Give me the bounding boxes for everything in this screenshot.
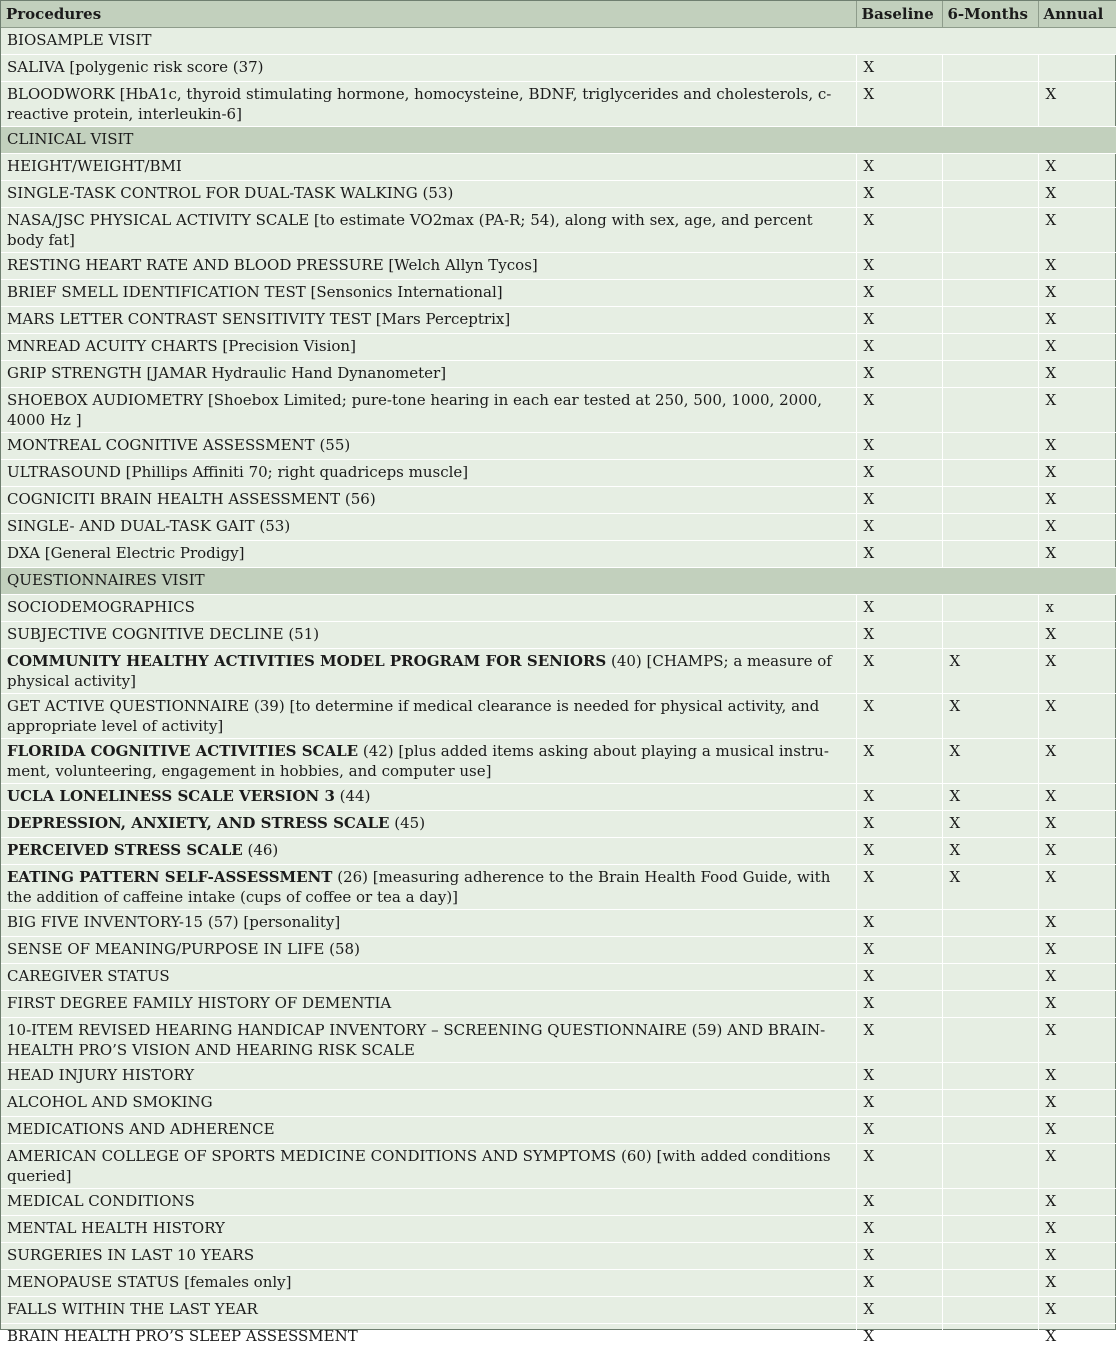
procedure-cell [1,784,856,811]
procedure-cell [1,253,856,280]
table-row [1,991,1116,1018]
table-row [1,649,1116,694]
procedure-text: DXA [General Electric Prodigy] [7,544,245,562]
six-months-mark [942,433,1038,460]
procedure-text: SALIVA [polygenic risk score (37) [7,58,264,76]
baseline-mark: X [856,253,942,280]
procedure-cell [1,649,856,694]
six-months-mark [942,361,1038,388]
table-row [1,208,1116,253]
annual-mark: X [1038,910,1116,937]
procedure-text: HEIGHT/WEIGHT/BMI [7,157,182,175]
baseline-mark: X [856,361,942,388]
baseline-mark: X [856,1144,942,1189]
six-months-mark [942,1018,1038,1063]
procedure-text: SOCIODEMOGRAPHICS [7,598,195,616]
annual-mark: X [1038,1270,1116,1297]
baseline-mark: X [856,1324,942,1351]
procedure-cell [1,964,856,991]
annual-mark: X [1038,838,1116,865]
table-row [1,1189,1116,1216]
annual-mark: X [1038,991,1116,1018]
procedure-cell [1,739,856,784]
procedure-cell [1,1144,856,1189]
table-row [1,388,1116,433]
procedure-text: SHOEBOX AUDIOMETRY [Shoebox Limited; pure-tone hearing in each ear tested at 250, 500, 1000, 2000, 4000 Hz ] [7,391,823,429]
annual-mark: X [1038,865,1116,910]
annual-mark: X [1038,433,1116,460]
table-row [1,622,1116,649]
six-months-mark [942,541,1038,568]
table-row [1,82,1116,127]
baseline-mark: X [856,910,942,937]
annual-mark: X [1038,253,1116,280]
procedure-text: SENSE OF MEANING/PURPOSE IN LIFE (58) [7,940,360,958]
annual-mark: X [1038,1243,1116,1270]
procedure-cell [1,433,856,460]
six-months-mark [942,1090,1038,1117]
table-row [1,181,1116,208]
annual-mark: X [1038,937,1116,964]
baseline-mark: X [856,1243,942,1270]
annual-mark: X [1038,307,1116,334]
annual-mark: X [1038,361,1116,388]
six-months-mark [942,1117,1038,1144]
procedure-text: GRIP STRENGTH [JAMAR Hydraulic Hand Dynanometer] [7,364,447,382]
table-row [1,784,1116,811]
table-row [1,694,1116,739]
procedure-text: (40) [CHAMPS; a measure of physical activity] [7,652,832,690]
table-row [1,1063,1116,1090]
table-body [1,28,1116,1351]
six-months-mark [942,280,1038,307]
table-row [1,460,1116,487]
six-months-mark [942,253,1038,280]
baseline-mark: X [856,964,942,991]
annual-mark: X [1038,82,1116,127]
baseline-mark: X [856,694,942,739]
baseline-mark: X [856,937,942,964]
annual-mark: x [1038,595,1116,622]
annual-mark: X [1038,1090,1116,1117]
six-months-mark: X [942,865,1038,910]
six-months-mark [942,937,1038,964]
baseline-mark: X [856,784,942,811]
table-row [1,334,1116,361]
baseline-mark: X [856,865,942,910]
section-header-row [1,127,1116,154]
table-row [1,487,1116,514]
section-title: CLINICAL VISIT [1,127,1116,154]
procedure-text: MNREAD ACUITY CHARTS [Precision Vision] [7,337,356,355]
annual-mark: X [1038,1189,1116,1216]
six-months-mark [942,487,1038,514]
table-row [1,154,1116,181]
section-title: BIOSAMPLE VISIT [1,28,1116,55]
procedure-name-bold: PERCEIVED STRESS SCALE [7,841,243,859]
procedure-text: SUBJECTIVE COGNITIVE DECLINE (51) [7,625,320,643]
table-row [1,1243,1116,1270]
procedure-cell [1,937,856,964]
procedure-text: SURGERIES IN LAST 10 YEARS [7,1246,255,1264]
six-months-mark [942,964,1038,991]
baseline-mark: X [856,1018,942,1063]
baseline-mark: X [856,55,942,82]
six-months-mark [942,1324,1038,1351]
baseline-mark: X [856,433,942,460]
procedure-cell [1,1018,856,1063]
baseline-mark: X [856,838,942,865]
table-row [1,55,1116,82]
procedure-text: FALLS WITHIN THE LAST YEAR [7,1300,258,1318]
six-months-mark: X [942,838,1038,865]
table-row [1,1297,1116,1324]
baseline-mark: X [856,388,942,433]
procedure-cell [1,388,856,433]
procedure-cell [1,514,856,541]
baseline-mark: X [856,514,942,541]
procedure-cell [1,487,856,514]
baseline-mark: X [856,595,942,622]
six-months-mark [942,1270,1038,1297]
six-months-mark [942,154,1038,181]
procedure-name-bold: EATING PATTERN SELF-ASSESSMENT [7,868,333,886]
table-row [1,280,1116,307]
table-header [1,1,1116,28]
annual-mark: X [1038,541,1116,568]
six-months-mark [942,1243,1038,1270]
six-months-mark [942,910,1038,937]
procedure-text: GET ACTIVE QUESTIONNAIRE (39) [to determine if medical clearance is needed for physical activity, and appropriate level of activity] [7,697,820,735]
baseline-mark: X [856,739,942,784]
procedure-text: FIRST DEGREE FAMILY HISTORY OF DEMENTIA [7,994,392,1012]
procedure-cell [1,154,856,181]
six-months-mark [942,460,1038,487]
baseline-mark: X [856,460,942,487]
procedure-text: MEDICAL CONDITIONS [7,1192,195,1210]
table-row [1,361,1116,388]
procedure-text: AMERICAN COLLEGE OF SPORTS MEDICINE CONDITIONS AND SYMPTOMS (60) [with added conditions queried] [7,1147,831,1185]
annual-mark: X [1038,514,1116,541]
procedure-cell [1,181,856,208]
procedure-cell [1,55,856,82]
baseline-mark: X [856,1117,942,1144]
annual-mark: X [1038,280,1116,307]
six-months-mark [942,388,1038,433]
column-header-6-months: 6-Months [942,1,1038,28]
procedure-cell [1,865,856,910]
procedure-name-bold: UCLA LONELINESS SCALE VERSION 3 [7,787,335,805]
six-months-mark [942,622,1038,649]
table-row [1,514,1116,541]
procedure-cell [1,460,856,487]
procedure-text: MONTREAL COGNITIVE ASSESSMENT (55) [7,436,351,454]
procedure-cell [1,1324,856,1351]
annual-mark: X [1038,1144,1116,1189]
procedure-cell [1,541,856,568]
baseline-mark: X [856,181,942,208]
procedures-table [1,1,1116,1351]
procedure-text: COGNICITI BRAIN HEALTH ASSESSMENT (56) [7,490,376,508]
procedure-text: MEDICATIONS AND ADHERENCE [7,1120,275,1138]
six-months-mark [942,991,1038,1018]
table-row [1,433,1116,460]
annual-mark: X [1038,1216,1116,1243]
six-months-mark [942,1063,1038,1090]
baseline-mark: X [856,1270,942,1297]
procedure-cell [1,595,856,622]
table-row [1,964,1116,991]
procedure-cell [1,82,856,127]
baseline-mark: X [856,811,942,838]
annual-mark: X [1038,334,1116,361]
table-row [1,1144,1116,1189]
six-months-mark: X [942,649,1038,694]
section-header-row [1,568,1116,595]
procedure-text: (26) [measuring adherence to the Brain Health Food Guide, with the addition of caffeine intake (cups of coffee or tea a day)] [7,868,831,906]
baseline-mark: X [856,1090,942,1117]
annual-mark: X [1038,154,1116,181]
procedure-cell [1,1189,856,1216]
annual-mark: X [1038,208,1116,253]
procedure-text: ULTRASOUND [Phillips Affiniti 70; right quadriceps muscle] [7,463,469,481]
table-row [1,910,1116,937]
procedure-text: (42) [plus added items asking about playing a musical instru-ment, volunteering, engagement in hobbies, and computer use] [7,742,829,780]
baseline-mark: X [856,334,942,361]
procedure-cell [1,1090,856,1117]
baseline-mark: X [856,154,942,181]
six-months-mark [942,1189,1038,1216]
annual-mark: X [1038,1297,1116,1324]
procedure-name-bold: COMMUNITY HEALTHY ACTIVITIES MODEL PROGRAM FOR SENIORS [7,652,607,670]
baseline-mark: X [856,1297,942,1324]
procedure-text: BRAIN HEALTH PRO’S SLEEP ASSESSMENT [7,1327,358,1345]
column-header-baseline: Baseline [856,1,942,28]
procedure-text: (44) [334,787,371,805]
table-row [1,811,1116,838]
table-row [1,1018,1116,1063]
baseline-mark: X [856,649,942,694]
procedure-text: NASA/JSC PHYSICAL ACTIVITY SCALE [to estimate VO2max (PA-R; 54), along with sex, age, and percent body fat] [7,211,813,249]
annual-mark: X [1038,460,1116,487]
table-row [1,838,1116,865]
procedure-cell [1,991,856,1018]
table-row [1,307,1116,334]
table-row [1,253,1116,280]
procedure-cell [1,1297,856,1324]
procedure-text: HEAD INJURY HISTORY [7,1066,195,1084]
annual-mark: X [1038,964,1116,991]
procedure-text: MENOPAUSE STATUS [females only] [7,1273,292,1291]
baseline-mark: X [856,82,942,127]
procedure-text: BIG FIVE INVENTORY-15 (57) [personality] [7,913,341,931]
procedure-cell [1,1243,856,1270]
baseline-mark: X [856,541,942,568]
procedure-text: CAREGIVER STATUS [7,967,170,985]
procedure-text: ALCOHOL AND SMOKING [7,1093,213,1111]
table-row [1,1270,1116,1297]
procedure-cell [1,694,856,739]
six-months-mark [942,307,1038,334]
procedure-cell [1,1270,856,1297]
baseline-mark: X [856,280,942,307]
procedure-cell [1,811,856,838]
annual-mark: X [1038,739,1116,784]
procedure-cell [1,1063,856,1090]
baseline-mark: X [856,1063,942,1090]
annual-mark: X [1038,388,1116,433]
procedure-text: BLOODWORK [HbA1c, thyroid stimulating hormone, homocysteine, BDNF, triglycerides and cholesterols, c-reactive protein, interleukin-6] [7,85,832,123]
six-months-mark [942,595,1038,622]
annual-mark [1038,55,1116,82]
procedure-cell [1,622,856,649]
six-months-mark [942,208,1038,253]
six-months-mark [942,1216,1038,1243]
table-row [1,937,1116,964]
six-months-mark: X [942,739,1038,784]
procedure-cell [1,910,856,937]
annual-mark: X [1038,1063,1116,1090]
procedure-cell [1,208,856,253]
section-title: QUESTIONNAIRES VISIT [1,568,1116,595]
procedure-text: (46) [242,841,279,859]
procedure-text: SINGLE- AND DUAL-TASK GAIT (53) [7,517,291,535]
six-months-mark: X [942,694,1038,739]
baseline-mark: X [856,622,942,649]
annual-mark: X [1038,181,1116,208]
six-months-mark [942,181,1038,208]
annual-mark: X [1038,1018,1116,1063]
procedure-cell [1,361,856,388]
six-months-mark [942,1144,1038,1189]
procedure-cell [1,1117,856,1144]
procedure-cell [1,334,856,361]
procedure-text: MARS LETTER CONTRAST SENSITIVITY TEST [Mars Perceptrix] [7,310,511,328]
section-header-row [1,28,1116,55]
table-row [1,1117,1116,1144]
baseline-mark: X [856,208,942,253]
procedure-cell [1,307,856,334]
six-months-mark [942,514,1038,541]
column-header-annual: Annual [1038,1,1116,28]
table-row [1,1090,1116,1117]
table-row [1,541,1116,568]
baseline-mark: X [856,1216,942,1243]
annual-mark: X [1038,622,1116,649]
six-months-mark: X [942,811,1038,838]
six-months-mark [942,334,1038,361]
procedure-cell [1,838,856,865]
procedure-name-bold: FLORIDA COGNITIVE ACTIVITIES SCALE [7,742,359,760]
annual-mark: X [1038,487,1116,514]
table-row [1,595,1116,622]
procedure-name-bold: DEPRESSION, ANXIETY, AND STRESS SCALE [7,814,390,832]
six-months-mark: X [942,784,1038,811]
column-header-procedures: Procedures [1,1,856,28]
annual-mark: X [1038,1117,1116,1144]
six-months-mark [942,82,1038,127]
annual-mark: X [1038,811,1116,838]
procedure-text: MENTAL HEALTH HISTORY [7,1219,225,1237]
six-months-mark [942,55,1038,82]
procedure-cell [1,280,856,307]
procedure-text: SINGLE-TASK CONTROL FOR DUAL-TASK WALKING (53) [7,184,454,202]
procedure-text: RESTING HEART RATE AND BLOOD PRESSURE [Welch Allyn Tycos] [7,256,538,274]
table-row [1,739,1116,784]
procedure-text: 10-ITEM REVISED HEARING HANDICAP INVENTORY – SCREENING QUESTIONNAIRE (59) AND BRAIN-HEALTH PRO’S VISION AND HEARING RISK SCALE [7,1021,826,1059]
annual-mark: X [1038,1324,1116,1351]
table-row [1,1216,1116,1243]
table-row [1,1324,1116,1351]
baseline-mark: X [856,487,942,514]
header-row [1,1,1116,28]
annual-mark: X [1038,649,1116,694]
annual-mark: X [1038,784,1116,811]
baseline-mark: X [856,991,942,1018]
baseline-mark: X [856,307,942,334]
procedure-text: BRIEF SMELL IDENTIFICATION TEST [Sensonics International] [7,283,503,301]
baseline-mark: X [856,1189,942,1216]
procedure-cell [1,1216,856,1243]
procedure-text: (45) [389,814,426,832]
table-row [1,865,1116,910]
six-months-mark [942,1297,1038,1324]
annual-mark: X [1038,694,1116,739]
